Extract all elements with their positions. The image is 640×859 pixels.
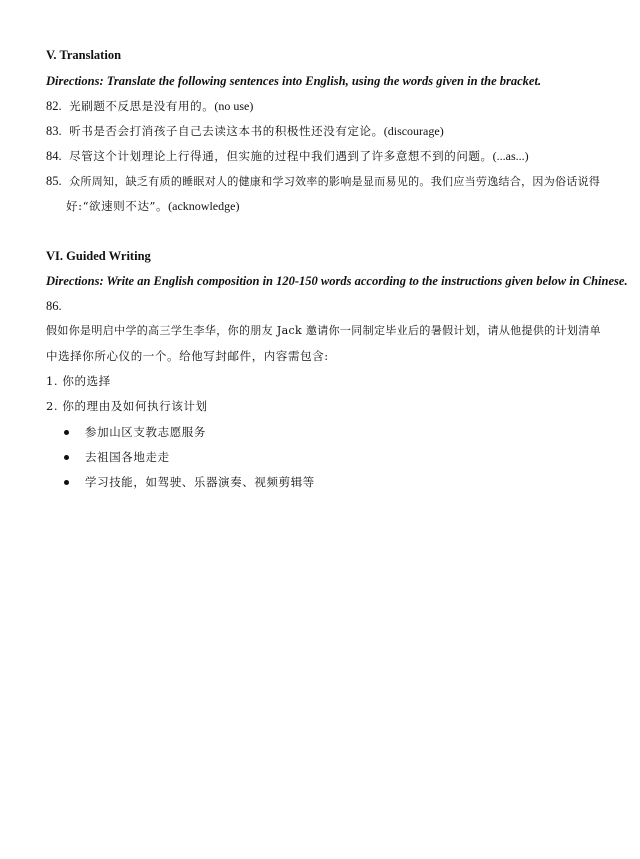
question-85-continued [66,198,239,214]
plan-option-1 [64,424,206,440]
writing-prompt-line-1: 假如你是明启中学的高三学生李华，你的朋友 Jack 邀请你一同制定毕业后的暑假计划，请从他提供的计划清单 [46,324,601,337]
plan-option-text: 参加山区支教志愿服务 [85,425,206,439]
question-hint: (...as...) [492,149,529,163]
question-chinese-text: 听书是否会打消孩子自己去读这本书的积极性还没有定论。 [69,124,384,138]
plan-option-text: 去祖国各地走走 [85,450,170,464]
plan-option-3 [64,474,315,490]
writing-point-1: 1. 你的选择 [46,374,111,388]
question-chinese-text: 众所周知，缺乏有质的睡眠对人的健康和学习效率的影响是显而易见的。我们应当劳逸结合，因为俗话说得 [69,175,601,188]
question-number: 84. [46,149,62,163]
question-number: 82. [46,99,62,113]
question-82 [46,98,253,114]
question-chinese-text: 光刷题不反思是没有用的。 [69,99,215,113]
bullet-icon [64,455,69,460]
question-hint: (acknowledge) [168,199,240,213]
question-number: 83. [46,124,62,138]
writing-point-2: 2. 你的理由及如何执行该计划 [46,399,208,413]
question-83 [46,123,444,139]
question-85 [46,173,600,190]
question-hint: (discourage) [383,124,444,138]
bullet-icon [64,430,69,435]
writing-directions: Directions: Write an English composition in 120-150 words according to the instructions given below in Chinese. [46,274,628,288]
question-hint: (no use) [214,99,254,113]
question-chinese-text: 尽管这个计划理论上行得通，但实施的过程中我们遇到了许多意想不到的问题。 [69,149,493,163]
translation-directions: Directions: Translate the following sentences into English, using the words given in the bracket. [46,74,542,88]
question-number: 85. [46,174,62,188]
bullet-icon [64,480,69,485]
plan-option-2 [64,449,170,465]
section-translation-title: V. Translation [46,48,122,62]
question-86-number: 86. [46,299,62,313]
writing-prompt-line-2: 中选择你所心仪的一个。给他写封邮件，内容需包含: [46,349,329,363]
plan-option-text: 学习技能，如驾驶、乐器演奏、视频剪辑等 [85,475,315,489]
question-chinese-text-cont: 好:“欲速则不达”。 [66,199,169,213]
question-84 [46,148,529,164]
section-guided-writing-title: VI. Guided Writing [46,249,151,263]
